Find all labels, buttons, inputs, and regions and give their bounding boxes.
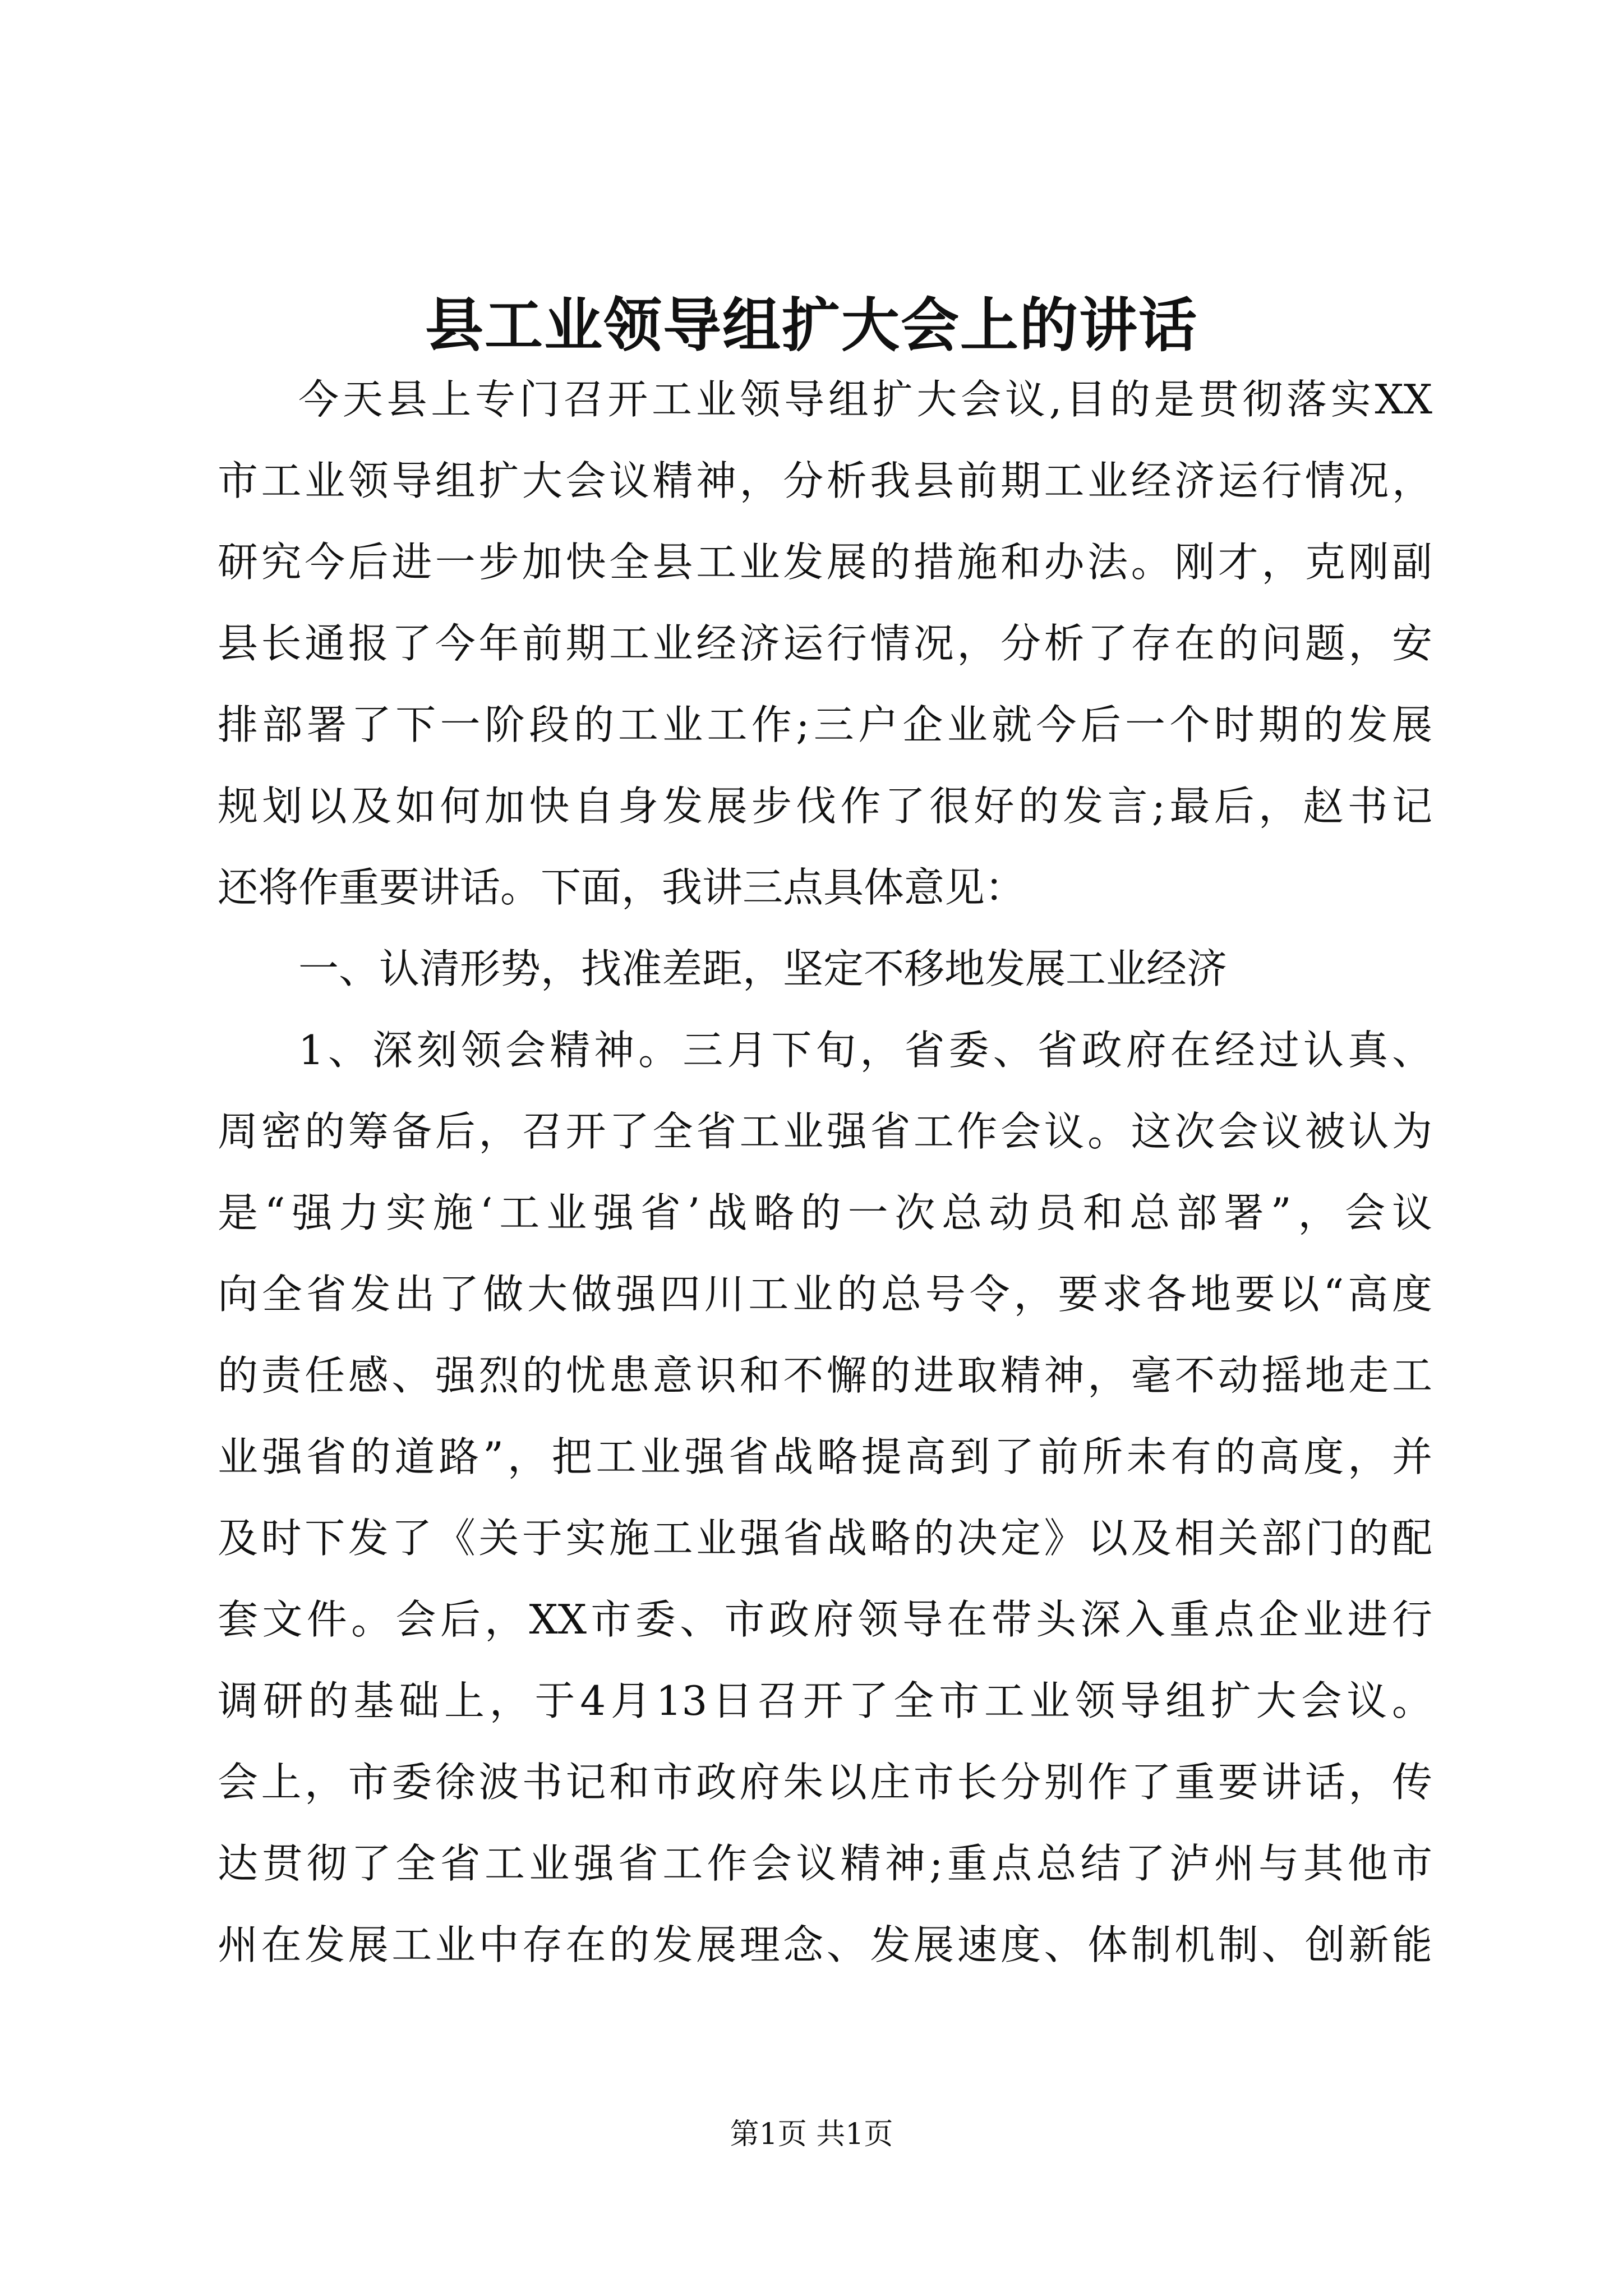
- paragraph-line: 研究今后进一步加快全县工业发展的措施和办法。刚才，克刚副: [218, 539, 1432, 586]
- section-heading: 一、认清形势，找准差距，坚定不移地发展工业经济: [298, 945, 1228, 992]
- paragraph-line: 套文件。会后，XX市委、市政府领导在带头深入重点企业进行: [218, 1596, 1432, 1643]
- paragraph-line: 1、深刻领会精神。三月下旬，省委、省政府在经过认真、: [298, 1027, 1432, 1074]
- paragraph-line: 会上，市委徐波书记和市政府朱以庄市长分别作了重要讲话，传: [218, 1759, 1432, 1806]
- paragraph-line: 县长通报了今年前期工业经济运行情况，分析了存在的问题，安: [218, 620, 1432, 667]
- document-body: [218, 359, 1432, 1986]
- paragraph-line: 还将作重要讲话。下面，我讲三点具体意见：: [218, 864, 1026, 911]
- paragraph-line: 今天县上专门召开工业领导组扩大会议,目的是贯彻落实XX: [298, 376, 1432, 423]
- paragraph-line: 周密的筹备后，召开了全省工业强省工作会议。这次会议被认为: [218, 1108, 1432, 1155]
- paragraph-line: 达贯彻了全省工业强省工作会议精神;重点总结了泸州与其他市: [218, 1840, 1432, 1887]
- paragraph-line: 调研的基础上，于4月13日召开了全市工业领导组扩大会议。: [218, 1677, 1432, 1724]
- paragraph-line: 市工业领导组扩大会议精神，分析我县前期工业经济运行情况，: [218, 457, 1432, 504]
- paragraph-line: 向全省发出了做大做强四川工业的总号令，要求各地要以“高度: [218, 1271, 1432, 1318]
- paragraph-line: 州在发展工业中存在的发展理念、发展速度、体制机制、创新能: [218, 1921, 1432, 1968]
- paragraph-line: 是“强力实施‘工业强省’战略的一次总动员和总部署”，会议: [218, 1189, 1432, 1236]
- paragraph-line: 业强省的道路”，把工业强省战略提高到了前所未有的高度，并: [218, 1433, 1432, 1480]
- paragraph-line: 规划以及如何加快自身发展步伐作了很好的发言;最后，赵书记: [218, 783, 1432, 830]
- paragraph-line: 及时下发了《关于实施工业强省战略的决定》以及相关部门的配: [218, 1515, 1432, 1562]
- page-footer: 第1页 共1页: [730, 2118, 893, 2151]
- document-title: 县工业领导组扩大会上的讲话: [425, 291, 1198, 360]
- paragraph-line: 排部署了下一阶段的工业工作;三户企业就今后一个时期的发展: [218, 701, 1432, 748]
- paragraph-line: 的责任感、强烈的忧患意识和不懈的进取精神，毫不动摇地走工: [218, 1352, 1432, 1399]
